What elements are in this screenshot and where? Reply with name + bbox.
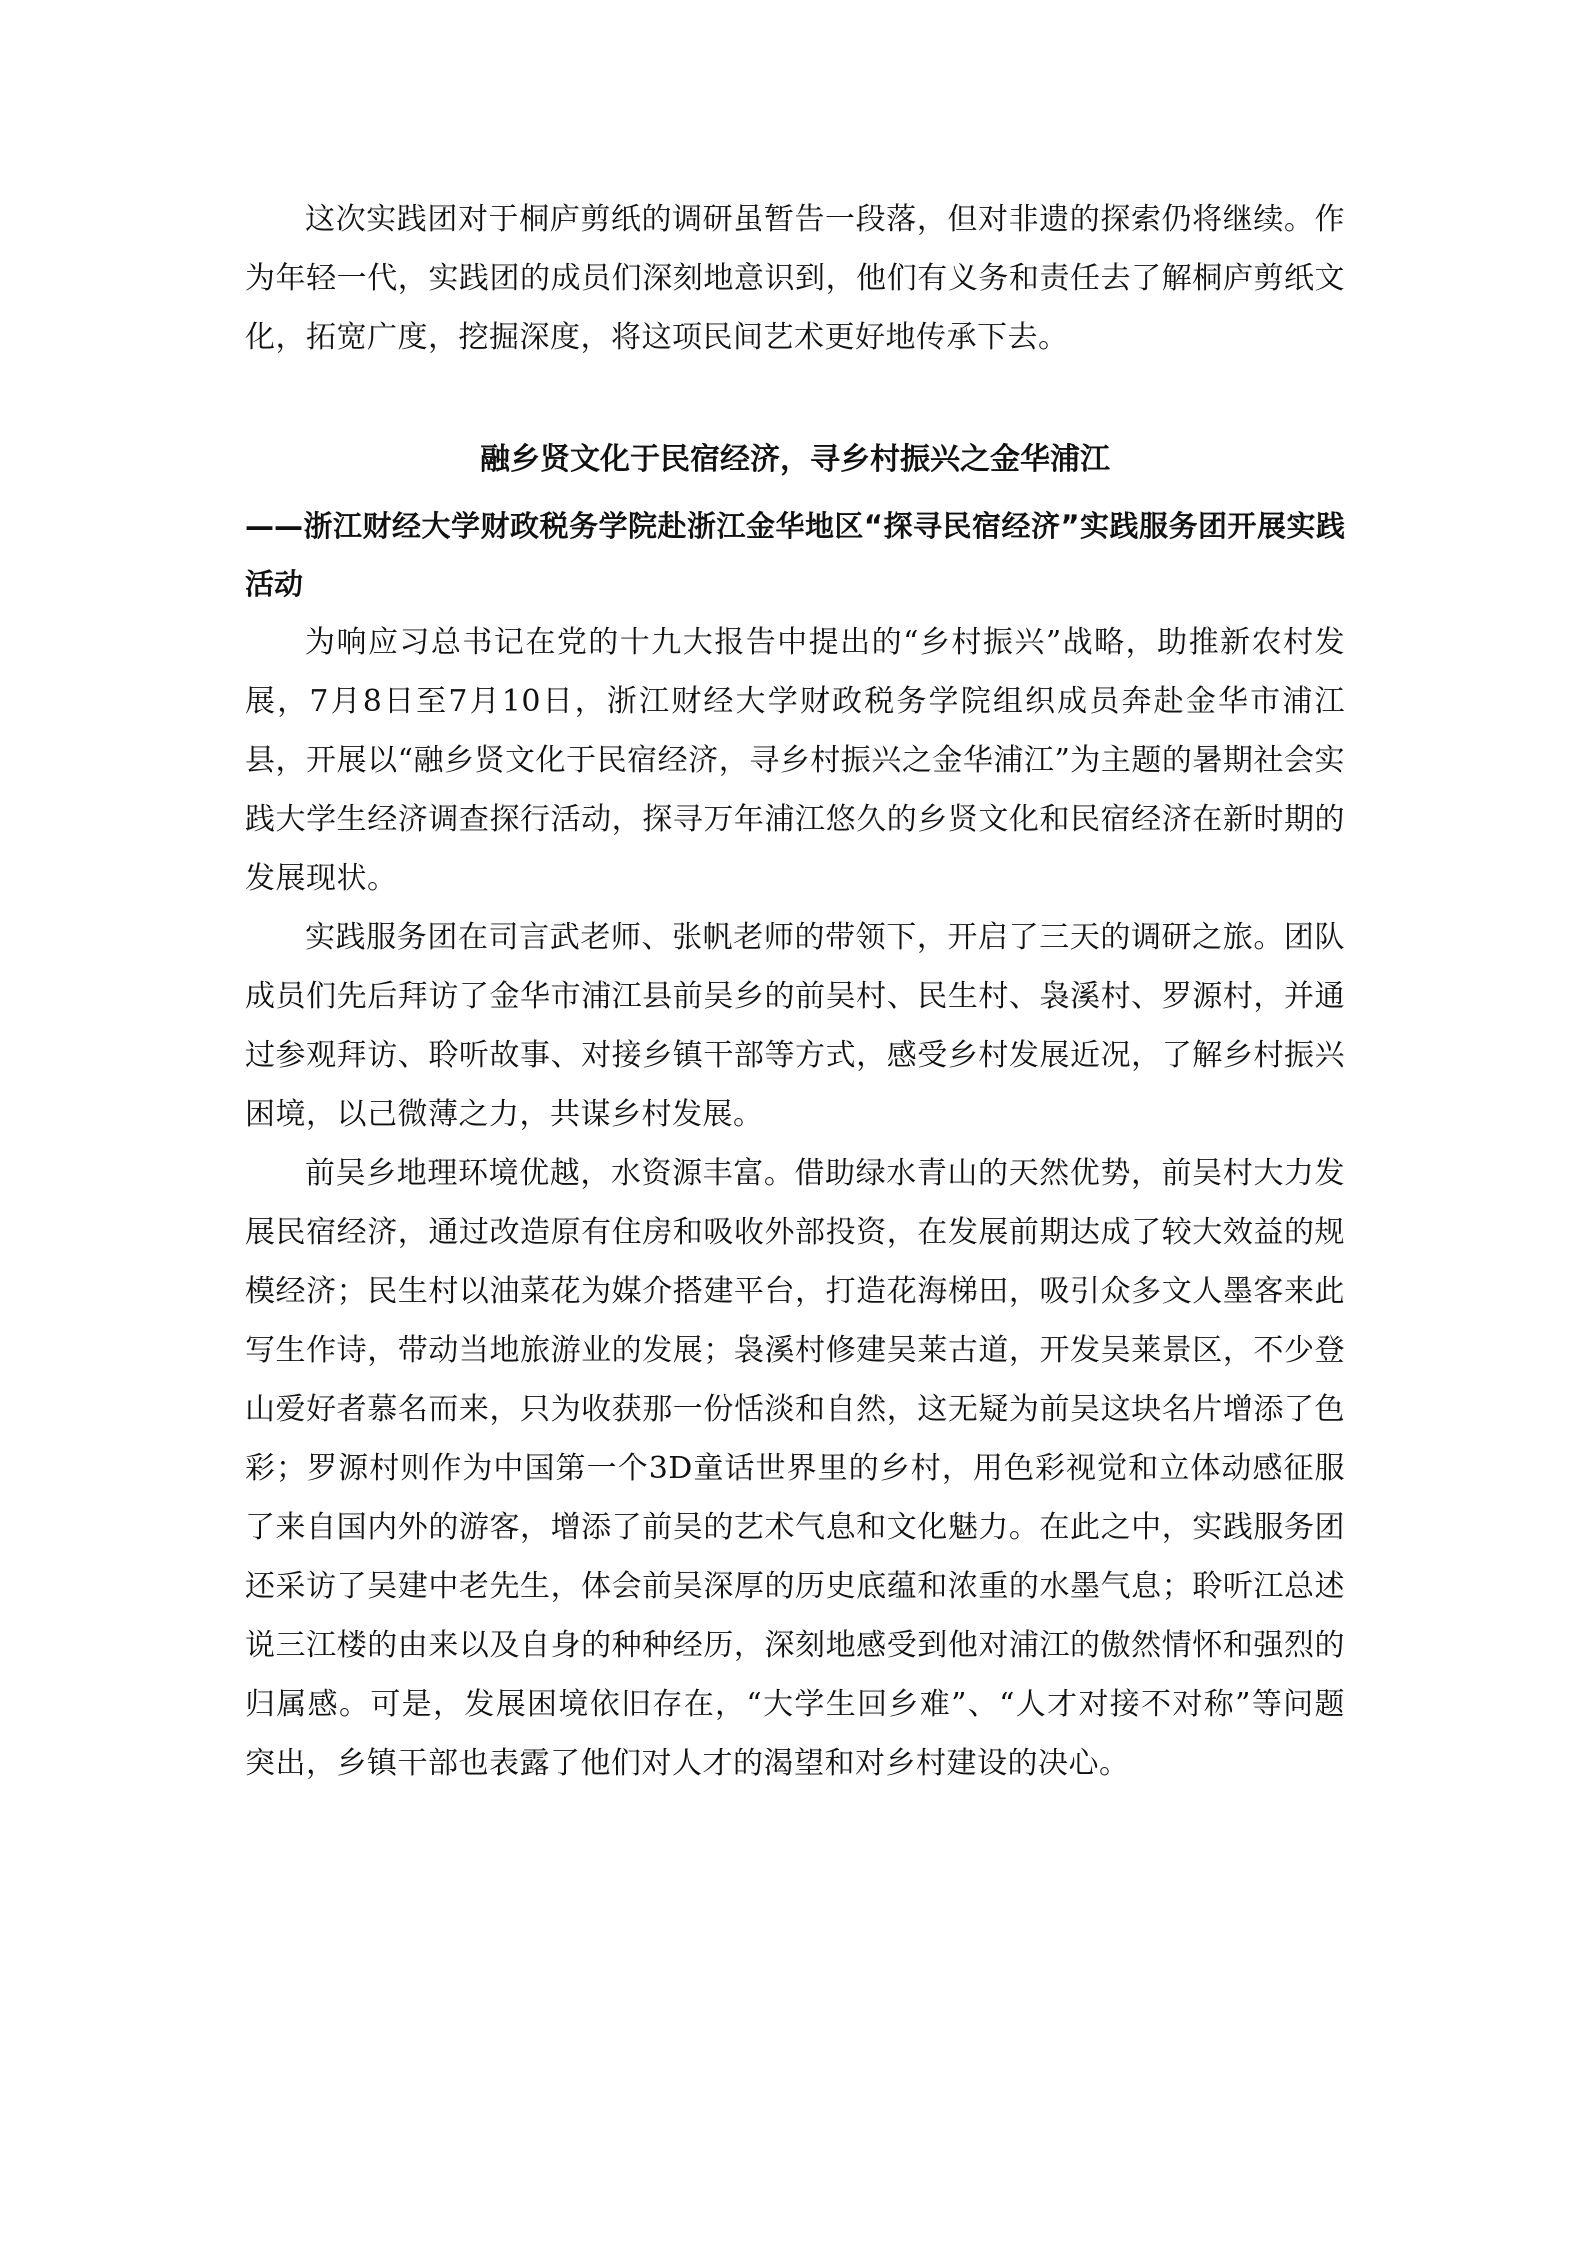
article-paragraph: 前吴乡地理环境优越，水资源丰富。借助绿水青山的天然优势，前吴村大力发展民宿经济，通过改造原有住房和吸收外部投资，在发展前期达成了较大效益的规模经济；民生村以油菜花为媒介搭建平台，打造花海梯田，吸引众多文人墨客来此写生作诗，带动当地旅游业的发展；袅溪村修建吴莱古道，开发吴莱景区，不少登山爱好者慕名而来，只为收获那一份恬淡和自然，这无疑为前吴这块名片增添了色彩；罗源村则作为中国第一个3D童话世界里的乡村，用色彩视觉和立体动感征服了来自国内外的游客，增添了前吴的艺术气息和文化魅力。在此之中，实践服务团还采访了吴建中老先生，体会前吴深厚的历史底蕴和浓重的水墨气息；聆听江总述说三江楼的由来以及自身的种种经历，深刻地感受到他对浦江的傲然情怀和强烈的归属感。可是，发展困境依旧存在，“大学生回乡难”、“人才对接不对称”等问题突出，乡镇干部也表露了他们对人才的渴望和对乡村建设的决心。 — [245, 1156, 1345, 1781]
article-paragraph: 实践服务团在司言武老师、张帆老师的带领下，开启了三天的调研之旅。团队成员们先后拜访了金华市浦江县前吴乡的前吴村、民生村、袅溪村、罗源村，并通过参观拜访、聆听故事、对接乡镇干部等方式，感受乡村发展近况，了解乡村振兴困境，以己微薄之力，共谋乡村发展。 — [245, 920, 1345, 1132]
intro-paragraph: 这次实践团对于桐庐剪纸的调研虽暂告一段落，但对非遗的探索仍将继续。作为年轻一代，实践团的成员们深刻地意识到，他们有义务和责任去了解桐庐剪纸文化，拓宽广度，挖掘深度，将这项民间艺术更好地传承下去。 — [245, 202, 1345, 355]
section-spacer — [245, 367, 1345, 440]
article-paragraph: 为响应习总书记在党的十九大报告中提出的“乡村振兴”战略，助推新农村发展，7月8日至7月10日，浙江财经大学财政税务学院组织成员奔赴金华市浦江县，开展以“融乡贤文化于民宿经济，寻乡村振兴之金华浦江”为主题的暑期社会实践大学生经济调查探行活动，探寻万年浦江悠久的乡贤文化和民宿经济在新时期的发展现状。 — [245, 625, 1345, 896]
article-subtitle: ——浙江财经大学财政税务学院赴浙江金华地区“探寻民宿经济”实践服务团开展实践活动 — [245, 509, 1345, 601]
title-spacer — [245, 480, 1345, 497]
document-page — [245, 190, 1345, 1793]
article-title: 融乡贤文化于民宿经济，寻乡村振兴之金华浦江 — [480, 442, 1110, 477]
